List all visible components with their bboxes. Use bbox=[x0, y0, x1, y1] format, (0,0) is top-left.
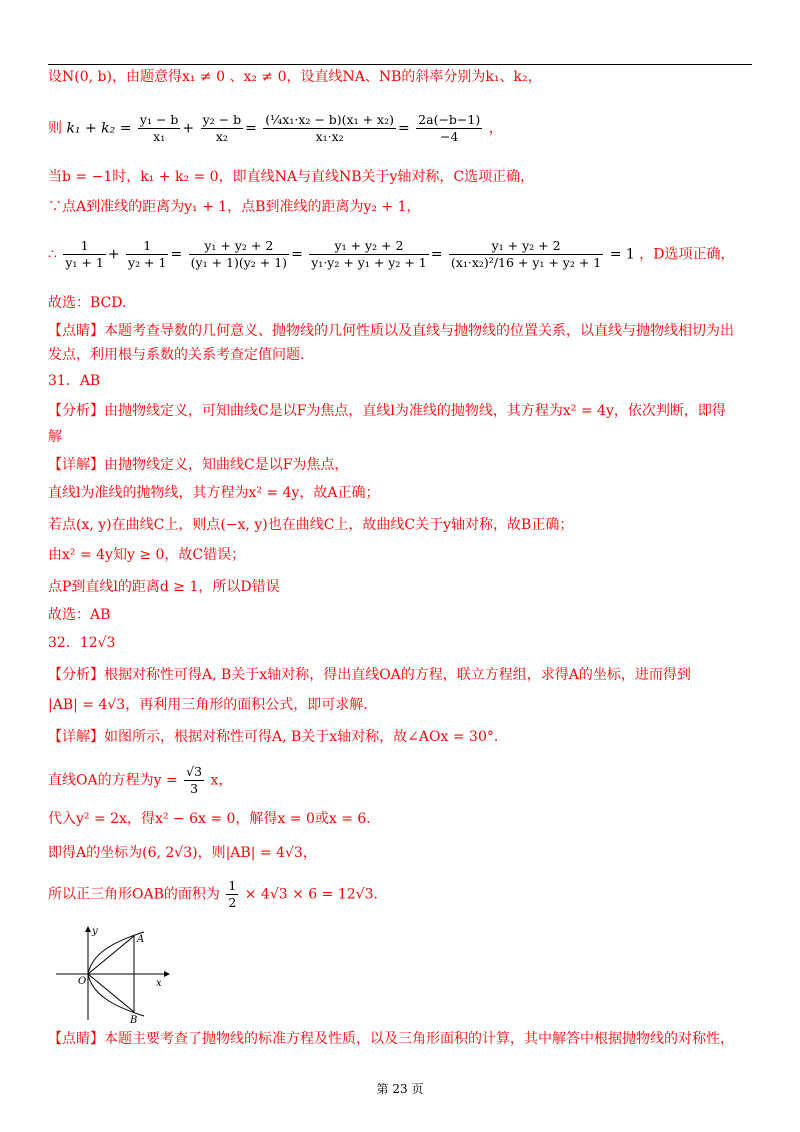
y-axis-arrow bbox=[85, 926, 91, 932]
text-line: 代入y² = 2x，得x² − 6x = 0，解得x = 0或x = 6. bbox=[48, 811, 371, 827]
text-line: 由x² = 4y知y ≥ 0，故C错误； bbox=[48, 547, 246, 563]
equation-area bbox=[48, 878, 378, 911]
text: 所以正三角形OAB的面积为 bbox=[48, 886, 220, 903]
equation-line-oa bbox=[48, 764, 232, 797]
segment-ob bbox=[88, 974, 134, 1012]
fraction: $\frac{\text{y₁ + y₂ + 2}}{\text{(x₁·x₂)²/16 + y₁ + y₂ + 1}}$ bbox=[450, 238, 602, 270]
page-number: 第 23 页 bbox=[376, 1082, 424, 1096]
label-y: y bbox=[92, 926, 98, 937]
equation-slopes: 则 k₁ + k₂ = $\frac{\text{y₁ − b}}{\text{x₁}}$ + $\frac{\text{y₂ − b}}{\text{x₂}}$ = $\frac{\text{(¼x₁·x₂ − b)(x₁ + x₂)}}{\text{x₁·x₂}}$ = $\frac{2a(-b-1)}{-4}$ ， bbox=[48, 112, 503, 144]
text-line: 点P到直线l的距离d ≥ 1，所以D错误 bbox=[48, 579, 280, 595]
question-number: 32．12√3 bbox=[48, 635, 116, 651]
text: x， bbox=[210, 772, 233, 789]
question-number: 31．AB bbox=[48, 373, 101, 389]
text-line: ∵点A到准线的距离为y₁ + 1，点B到准线的距离为y₂ + 1， bbox=[48, 199, 421, 215]
text-line: |AB| = 4√3，再利用三角形的面积公式，即可求解. bbox=[48, 697, 368, 713]
math: = 1 bbox=[609, 246, 635, 263]
text-line: 若点(x, y)在曲线C上，则点(−x, y)也在曲线C上，故曲线C关于y轴对称，故B正确； bbox=[48, 517, 574, 533]
label-a: A bbox=[137, 934, 145, 945]
equation-distances: ∴ $\frac{1}{\text{y₁ + 1}}$ + $\frac{1}{\text{y₂ + 1}}$ = $\frac{\text{y₁ + y₂ + 2}}{\text{(y₁ + 1)(y₂ + 1)}}$ = $\frac{\text{y₁ + y₂ + 2}}{\text{y₁·y₂ + y₁ + y₂ + 1}}$ = $\frac{\text{y₁ + y₂ + 2}}{\text{(x₁·x₂)²/16 + y₁ + y₂ + 1}}$ = 1 ，D选项正确， bbox=[48, 238, 735, 270]
text-line: 【分析】根据对称性可得A, B关于x轴对称，得出直线OA的方程，联立方程组，求得A的坐标，进而得到 bbox=[48, 667, 691, 683]
text-line: 【分析】由抛物线定义，可知曲线C是以F为焦点，直线l为准线的抛物线，其方程为x² = 4y，依次判断，即得 bbox=[48, 403, 726, 419]
text-line: 【点睛】本题主要考查了抛物线的标准方程及性质，以及三角形面积的计算，其中解答中根据抛物线的对称性， bbox=[48, 1031, 734, 1047]
text-line: 即得A的坐标为(6, 2√3)，则|AB| = 4√3， bbox=[48, 845, 317, 861]
fraction: $\frac{\text{(¼x₁·x₂ − b)(x₁ + x₂)}}{\text{x₁·x₂}}$ bbox=[265, 112, 394, 144]
fraction: $\frac{1}{2}$ bbox=[228, 878, 237, 910]
parabola-figure bbox=[52, 924, 172, 1024]
text-line: 解 bbox=[48, 429, 62, 445]
fraction: $\frac{√3}{3}$ bbox=[186, 764, 203, 796]
text: 直线OA的方程为y = bbox=[48, 772, 178, 789]
text-line: 发点，利用根与系数的关系考查定值问题. bbox=[48, 347, 305, 363]
fraction: $\frac{\text{y₁ + y₂ + 2}}{\text{y₁·y₂ + y₁ + y₂ + 1}}$ bbox=[311, 238, 427, 270]
label-b: B bbox=[130, 1015, 138, 1024]
header-rule bbox=[48, 64, 752, 65]
text: ， bbox=[488, 120, 503, 137]
text: × 4√3 × 6 = 12√3. bbox=[244, 886, 378, 903]
fraction: $\frac{2a(-b-1)}{-4}$ bbox=[418, 112, 481, 144]
fraction: $\frac{\text{y₁ − b}}{\text{x₁}}$ bbox=[139, 112, 179, 144]
text-line: 当b = −1时，k₁ + k₂ = 0，即直线NA与直线NB关于y轴对称，C选项正确， bbox=[48, 169, 535, 185]
text: ，D选项正确， bbox=[639, 246, 735, 263]
text-line: 故选：AB bbox=[48, 607, 111, 623]
x-axis-arrow bbox=[164, 971, 170, 977]
label-o: O bbox=[78, 976, 87, 987]
text-line: 【详解】由抛物线定义，知曲线C是以F为焦点， bbox=[48, 457, 349, 473]
label-x: x bbox=[156, 978, 162, 989]
text-line: 故选：BCD. bbox=[48, 295, 127, 311]
text-line: 直线l为准线的抛物线，其方程为x² = 4y，故A正确； bbox=[48, 485, 380, 501]
segment-oa bbox=[88, 936, 134, 974]
fraction: $\frac{\text{y₁ + y₂ + 2}}{\text{(y₁ + 1)(y₂ + 1)}}$ bbox=[190, 238, 288, 270]
text-line: 设N(0, b)，由题意得x₁ ≠ 0 、x₂ ≠ 0，设直线NA、NB的斜率分别为k₁、k₂， bbox=[48, 69, 542, 85]
math: k₁ + k₂ = bbox=[66, 120, 132, 137]
text-line: 【详解】如图所示，根据对称性可得A, B关于x轴对称，故∠AOx = 30°. bbox=[48, 729, 499, 745]
fraction: $\frac{1}{\text{y₂ + 1}}$ bbox=[128, 238, 167, 270]
fraction: $\frac{1}{\text{y₁ + 1}}$ bbox=[65, 238, 104, 270]
text: ∴ bbox=[48, 246, 57, 263]
fraction: $\frac{\text{y₂ − b}}{\text{x₂}}$ bbox=[202, 112, 242, 144]
text-line: 【点睛】本题考查导数的几何意义、抛物线的几何性质以及直线与抛物线的位置关系，以直线与抛物线相切为出 bbox=[48, 323, 734, 339]
text: 则 bbox=[48, 120, 62, 137]
